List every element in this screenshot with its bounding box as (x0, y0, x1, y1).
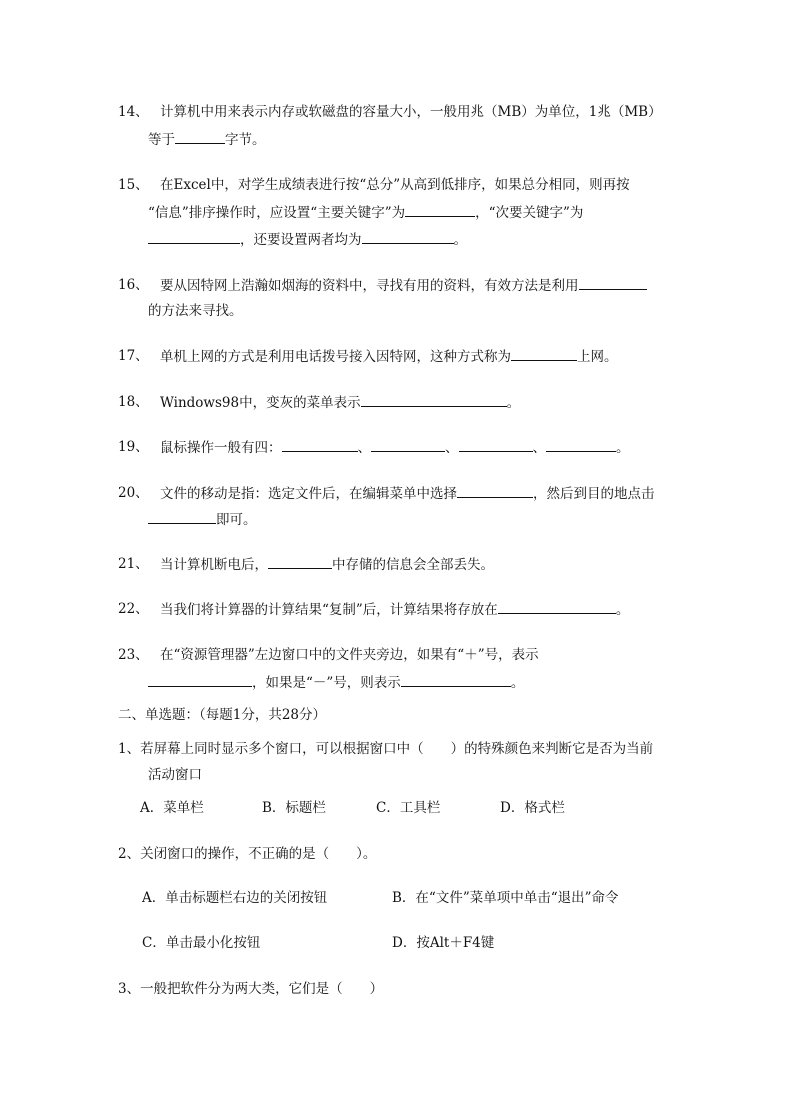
separator: 、 (532, 440, 546, 456)
answer-blank[interactable] (175, 130, 225, 144)
answer-blank[interactable] (371, 438, 445, 452)
answer-blank[interactable] (498, 600, 616, 614)
question-number: 20、 (118, 485, 149, 501)
answer-blank[interactable] (579, 276, 647, 290)
question-number: 17、 (118, 348, 149, 364)
option-a: A．单击标题栏右边的关闭按钮 (142, 890, 328, 906)
question-text-part: 当计算机断电后， (160, 557, 268, 573)
mc-question-text: 3、一般把软件分为两大类，它们是（ ） (118, 981, 384, 997)
question-text-part: ，“次要关键字”为 (475, 205, 584, 221)
question-text (160, 600, 629, 619)
question-text-part: 中存储的信息会全部丢失。 (332, 557, 494, 573)
question-text-part: Windows98中，变灰的菜单表示 (160, 395, 361, 411)
answer-blank[interactable] (148, 673, 252, 687)
question-number: 21、 (118, 556, 149, 572)
question-text (160, 347, 618, 366)
section-title: 二、单选题：（每题1分，共28分） (118, 707, 327, 723)
question-number: 23、 (118, 647, 149, 663)
question-text-part: 即可。 (216, 512, 257, 528)
question-number: 18、 (118, 394, 149, 410)
option-d: D．按Alt＋F4键 (392, 935, 495, 951)
question-number: 15、 (118, 177, 149, 193)
answer-blank[interactable] (546, 438, 616, 452)
question-text (160, 438, 630, 457)
question-text: 计算机中用来表示内存或软磁盘的容量大小，一般用兆（MB）为单位，1兆（MB） (160, 104, 662, 120)
question-text (148, 230, 467, 249)
answer-blank[interactable] (268, 555, 332, 569)
question-text (160, 555, 494, 574)
answer-blank[interactable] (148, 510, 216, 524)
option-a: A．菜单栏 (140, 800, 204, 816)
question-text-part: 单机上网的方式是利用电话拨号接入因特网，这种方式称为 (160, 349, 511, 365)
separator: 、 (357, 440, 371, 456)
question-text-part: 字节。 (225, 132, 266, 148)
answer-blank[interactable] (457, 484, 533, 498)
question-text: 的方法来寻找。 (148, 303, 243, 319)
question-number: 16、 (118, 277, 149, 293)
question-text-part: 文件的移动是指：选定文件后，在编辑菜单中选择 (160, 486, 457, 502)
mc-question-text: 1、若屏幕上同时显示多个窗口，可以根据窗口中（ ）的特殊颜色来判断它是否为当前 (118, 741, 654, 757)
answer-blank[interactable] (405, 203, 475, 217)
question-text-part: 。 (506, 395, 521, 411)
question-text-part: 要从因特网上浩瀚如烟海的资料中，寻找有用的资料，有效方法是利用 (160, 278, 579, 294)
answer-blank[interactable] (361, 393, 507, 407)
option-c: C．单击最小化按钮 (142, 935, 261, 951)
mc-question-text: 活动窗口 (148, 767, 202, 783)
option-d: D．格式栏 (500, 800, 565, 816)
question-text (160, 484, 655, 503)
question-text-part: 。 (510, 675, 525, 691)
question-number: 14、 (118, 104, 149, 120)
answer-blank[interactable] (459, 438, 533, 452)
answer-blank[interactable] (148, 230, 240, 244)
question-text-part: ，然后到目的地点击 (533, 486, 655, 502)
answer-blank[interactable] (401, 673, 511, 687)
question-text-part: ，还要设置两者均为 (240, 232, 362, 248)
question-text-part: 等于 (148, 132, 175, 148)
question-text-part: 上网。 (577, 349, 618, 365)
option-b: B．在“文件”菜单项中单击“退出”命令 (392, 890, 619, 906)
question-text-part: 。 (616, 440, 630, 456)
mc-question-text: 2、关闭窗口的操作，不正确的是（ ）。 (118, 846, 377, 862)
question-text-part: 当我们将计算器的计算结果“复制”后，计算结果将存放在 (160, 602, 498, 618)
option-b: B．标题栏 (262, 800, 326, 816)
question-number: 22、 (118, 601, 149, 617)
question-text-part: 。 (615, 602, 630, 618)
answer-blank[interactable] (282, 438, 358, 452)
question-text: 在“资源管理器”左边窗口中的文件夹旁边，如果有“＋”号，表示 (160, 647, 539, 663)
separator: 、 (445, 440, 459, 456)
question-text (160, 393, 520, 412)
question-text-part: ，如果是“－”号，则表示 (252, 675, 401, 691)
option-c: C．工具栏 (376, 800, 441, 816)
question-text-part: 鼠标操作一般有四： (160, 440, 282, 456)
question-text (148, 673, 524, 692)
answer-blank[interactable] (511, 347, 577, 361)
question-text (148, 130, 266, 149)
answer-blank[interactable] (362, 230, 454, 244)
question-text: 在Excel中，对学生成绩表进行按“总分”从高到低排序，如果总分相同，则再按 (160, 177, 630, 193)
question-text (148, 203, 583, 222)
question-text-part: “信息”排序操作时，应设置“主要关键字”为 (148, 205, 406, 221)
question-number: 19、 (118, 439, 149, 455)
question-text-part: 。 (453, 232, 467, 248)
question-text (160, 276, 647, 295)
question-text (148, 510, 257, 529)
